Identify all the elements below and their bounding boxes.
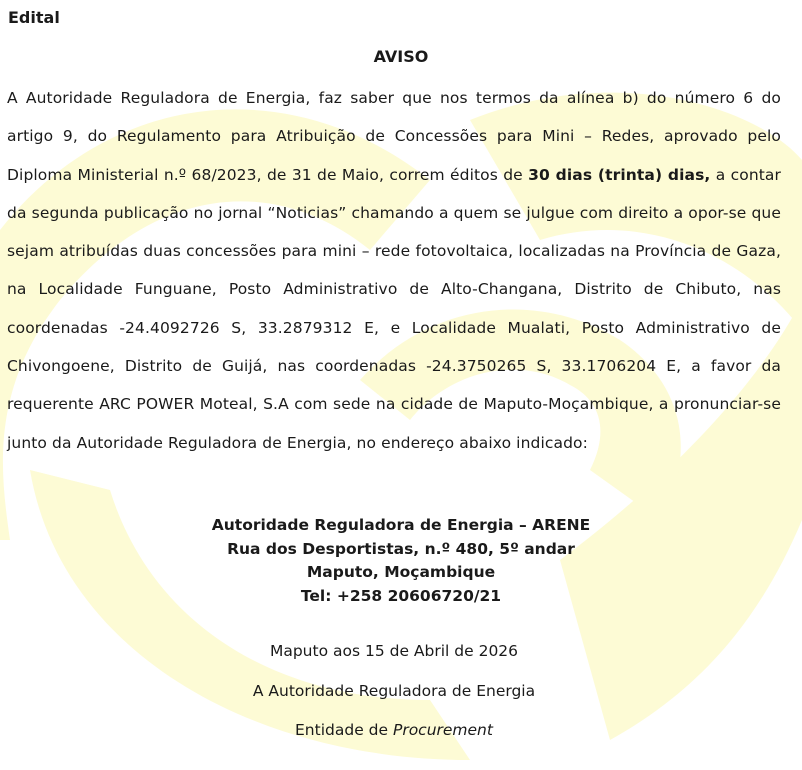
notice-text-before: A Autoridade Reguladora de Energia, faz saber que nos termos da alínea b) do número 6 do artigo 9, do Regulamento para Atribuição de Concessões para Mini – Redes, aprovado pelo Diploma Ministerial n.º 68/2023, de 31 de Maio, correm éditos de bbox=[7, 89, 781, 184]
signature-entity bbox=[0, 720, 788, 740]
address-city: Maputo, Moçambique bbox=[306, 563, 496, 581]
signature-entity-prefix: Entidade de bbox=[295, 721, 393, 739]
signature-entity-italic: Procurement bbox=[392, 721, 493, 739]
signature-organization: A Autoridade Reguladora de Energia bbox=[252, 682, 536, 700]
address-block bbox=[0, 514, 802, 608]
signature-date: Maputo aos 15 de Abril de 2026 bbox=[269, 642, 519, 660]
document-heading: Edital bbox=[8, 8, 60, 27]
address-street: Rua dos Desportistas, n.º 480, 5º andar bbox=[227, 539, 575, 558]
notice-paragraph bbox=[7, 79, 781, 462]
notice-text-after: a contar da segunda publicação no jornal “Noticias” chamando a quem se julgue com direito a opor-se que sejam atribuídas duas concessões para mini – rede fotovoltaica, localizadas na Província de Gaza, na Localidade Funguane, Posto Administrativo de Alto-Changana, Distrito de Chibuto, nas coordenadas -24.4092726 S, 33.2879312 E, e Localidade Mualati, Posto Administrativo de Chivongoene, Distrito de Guijá, nas coordenadas -24.3750265 S, 33.1706204 E, a favor da requerente ARC POWER Moteal, S.A com sede na cidade de Maputo-Moçambique, a pronunciar-se junto da Autoridade Reguladora de Energia, no endereço abaixo indicado: bbox=[7, 165, 782, 452]
notice-period-bold: 30 dias (trinta) dias, bbox=[528, 165, 711, 184]
address-organization: Autoridade Reguladora de Energia – ARENE bbox=[211, 516, 591, 534]
notice-title: AVISO bbox=[373, 47, 429, 66]
address-phone: Tel: +258 20606720/21 bbox=[300, 586, 502, 605]
